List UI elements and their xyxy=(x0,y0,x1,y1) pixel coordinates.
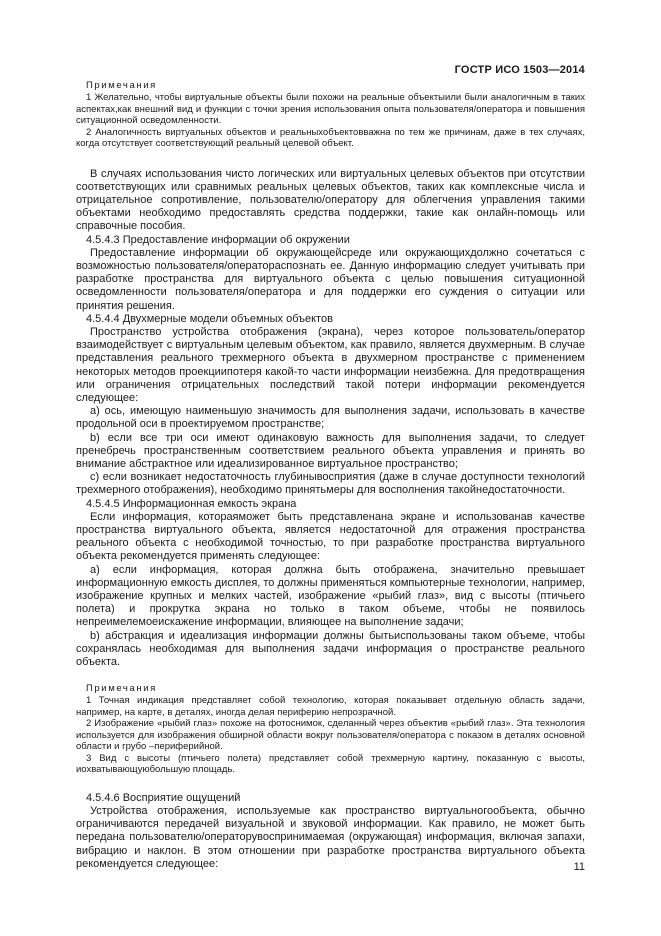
page-number: 11 xyxy=(573,861,585,873)
list-item: b) если все три оси имеют одинаковую важность для выполнения задачи, то следует пренебречь пространственным соответствием реального объекта управления и принять во внимание абстрактное или идеализированное виртуальное пространство; xyxy=(76,431,585,470)
section-heading: 4.5.4.5 Информационная емкость экрана xyxy=(86,497,297,510)
list-item: a) ось, имеющую наименьшую значимость для выполнения задачи, использовать в качестве продольной оси в проектируемом пространстве; xyxy=(76,405,585,431)
note-item: 3 Вид с высоты (птичьего полета) представляет собой трехмерную картину, показанную с высоты, иохватывающуюбольшую площадь. xyxy=(76,752,585,776)
section-heading: 4.5.4.6 Восприятие ощущений xyxy=(86,791,241,804)
notes-title: Примечания xyxy=(86,683,157,695)
page-content xyxy=(76,80,585,871)
note-item: 2 Аналогичность виртуальных объектов и реальныхобъектовважна по тем же причинам, даже в тех случаях, когда отсутствует соответствующий реальный целевой объект. xyxy=(76,126,585,149)
section-heading: 4.5.4.3 Предоставление информации об окружении xyxy=(86,233,350,246)
body-paragraph: В случаях использования чисто логических или виртуальных целевых объектов при отсутствии соответствующих или сравнимых реальных целевых объектов, таких как комплексные числа и отрицательное сопротивление, пользователю/оператору для облегчения управления такими объектами необходимо предоставлять средства поддержки, такие как онлайн-помощь или справочные пособия. xyxy=(76,167,585,233)
list-item: b) абстракция и идеализация информации должны бытьиспользованы таком объеме, чтобы сохранялась необходимая для выполнения задачи информация о пространстве реального объекта. xyxy=(76,629,585,669)
note-item: 1 Точная индикация представляет собой технологию, которая показывает отдельную область задачи, например, на карте, в деталях, иногда делая периферию непрозрачной. xyxy=(76,695,585,718)
body-paragraph: Если информация, котораяможет быть представленана экране и использованав качестве пространства виртуального объекта, является недостаточной для отражения пространства реального объекта с необходимой точностью, то при разработке пространства виртуального объекта рекомендуется применять следующее: xyxy=(76,510,585,563)
section-heading: 4.5.4.4 Двухмерные модели объемных объектов xyxy=(86,312,333,325)
notes-title: Примечания xyxy=(86,80,157,91)
body-paragraph: Пространство устройства отображения (экрана), через которое пользователь/оператор взаимодействует с виртуальным целевым объектом, как правило, является двухмерным. В случае представления реального трехмерного объекта в двухмерном пространстве с применением некоторых методов проекциипотеря какой-то части информации неизбежна. Для предотвращения или ограничения отрицательных последствий такой потери информации рекомендуется следующее: xyxy=(76,325,585,404)
note-item: 2 Изображение «рыбий глаз» похоже на фотоснимок, сделанный через объектив «рыбий глаз». Эта технология используется для изображения обширной области вокруг пользователя/оператора с показом в деталях основной области и грубо –периферийной. xyxy=(76,718,585,753)
list-item: c) если возникает недостаточность глубинывосприятия (даже в случае доступности технологий трехмерного отображения), необходимо принятьмеры для восполнения такойнедостаточности. xyxy=(76,471,585,497)
note-item: 1 Желательно, чтобы виртуальные объекты были похожи на реальные объектыили были аналогичным в таких аспектах,как внешний вид и функции с точки зрения использования опыта пользователя/оператора и повышения ситуационной осведомленности. xyxy=(76,92,585,126)
standard-header: ГОСТР ИСО 1503—2014 xyxy=(454,64,585,76)
body-paragraph: Предоставление информации об окружающейсреде или окружающихдолжно сочетаться с возможностью пользователя/оператораспознать ее. Данную информацию следует учитывать при разработке пространства для виртуального объекта с целью повышения ситуационной осведомленности пользователя/оператора и для поддержки его суждения о ситуации или принятия решения. xyxy=(76,246,585,312)
list-item: a) если информация, которая должна быть отображена, значительно превышает информационную емкость дисплея, то должны применяться компьютерные технологии, например, изображение крупных и мелких частей, изображение «рыбий глаз», вид с высоты (птичьего полета) и прокрутка экрана но только в таком объеме, чтобы не появилось непреимелемоеискажение информации, влияющее на выполнение задачи; xyxy=(76,563,585,629)
body-paragraph: Устройства отображения, используемые как пространство виртуальногообъекта, обычно ограничиваются передачей визуальной и звуковой информации. Как правило, не может быть передана пользователю/операторувоспринимаемая (окружающая) информация, включая запахи, вибрацию и наклон. В этом отношении при разработке пространства виртуального объекта рекомендуется следующее: xyxy=(76,804,585,870)
